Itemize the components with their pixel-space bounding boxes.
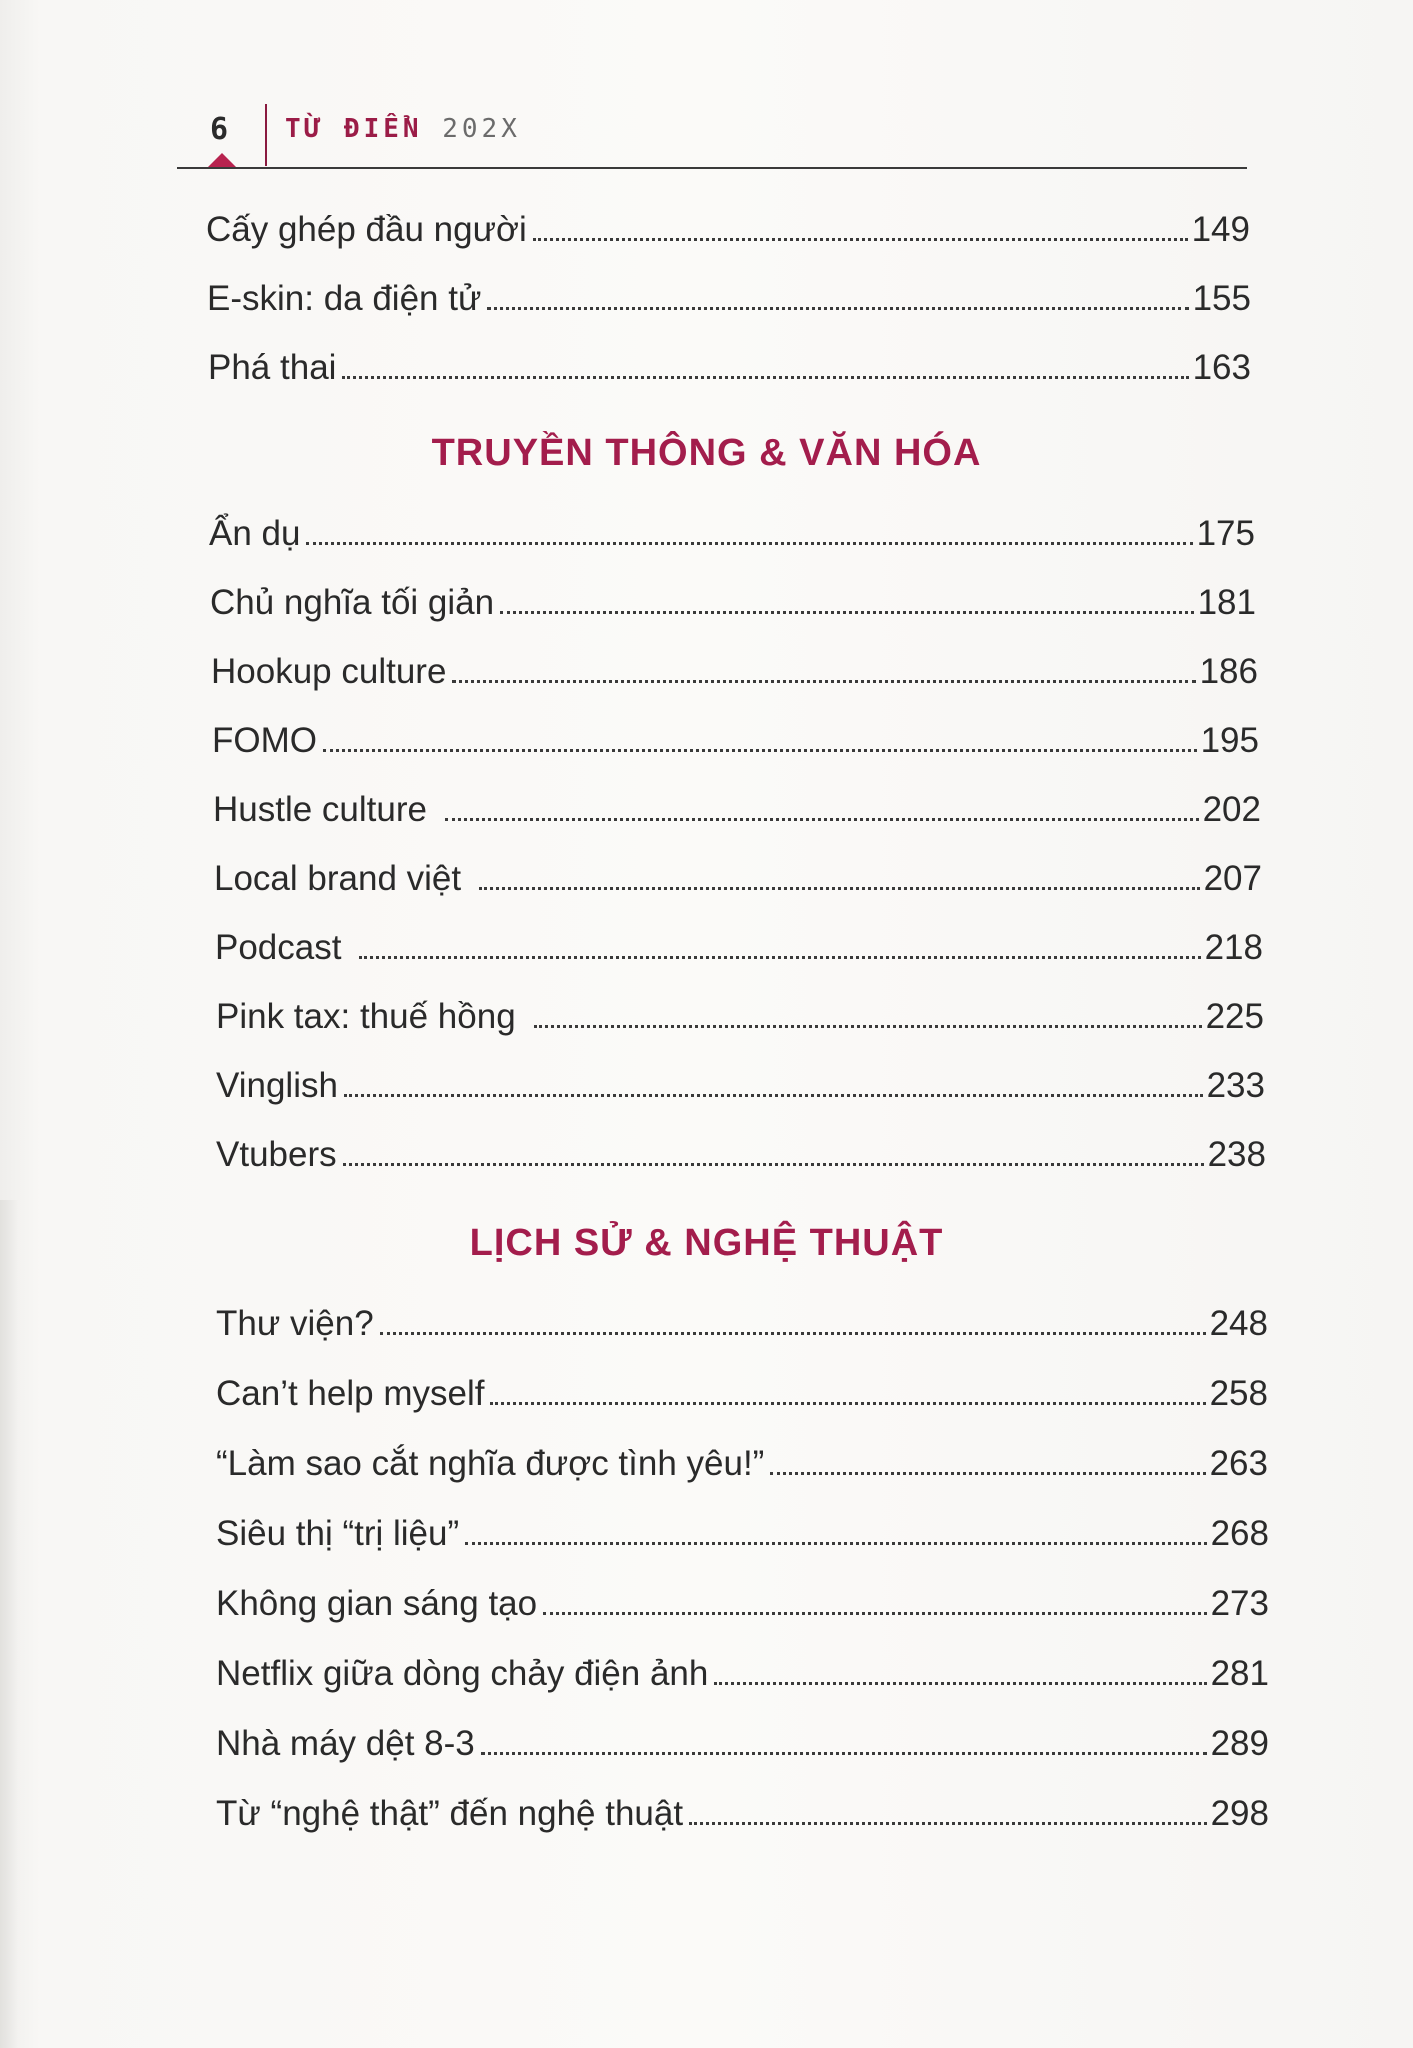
page-header bbox=[0, 0, 1413, 180]
toc-entry[interactable] bbox=[211, 646, 1258, 694]
toc-entry[interactable] bbox=[209, 508, 1255, 556]
section-heading: LỊCH SỬ & NGHỆ THUẬT bbox=[469, 1222, 944, 1264]
toc-entry[interactable] bbox=[216, 1368, 1268, 1416]
toc-entry-title: Hustle culture bbox=[213, 790, 427, 829]
toc-entry-page: 181 bbox=[1197, 583, 1256, 622]
section-heading: TRUYỀN THÔNG & VĂN HÓA bbox=[431, 432, 982, 474]
toc-entry-page: 281 bbox=[1210, 1654, 1269, 1693]
toc-leader-dots bbox=[452, 680, 1195, 683]
toc-leader-dots bbox=[323, 749, 1197, 752]
toc-entry[interactable] bbox=[207, 273, 1251, 321]
toc-entry-page: 149 bbox=[1191, 210, 1250, 249]
toc-entry-page: 155 bbox=[1192, 279, 1251, 318]
header-rule bbox=[177, 167, 1247, 169]
toc-entry[interactable] bbox=[216, 1648, 1269, 1696]
toc-leader-dots bbox=[487, 307, 1188, 310]
running-title-year: 202X bbox=[442, 114, 521, 144]
toc-entry[interactable] bbox=[216, 1298, 1268, 1346]
toc-entry-page: 233 bbox=[1206, 1066, 1265, 1105]
toc-entry-title: Vinglish bbox=[216, 1066, 338, 1105]
toc-entry-title: Thư viện? bbox=[216, 1304, 374, 1343]
toc-leader-dots bbox=[380, 1332, 1206, 1335]
toc-entry-title: Siêu thị “trị liệu” bbox=[216, 1514, 460, 1553]
running-title-main: TỪ ĐIỂN bbox=[285, 114, 423, 144]
toc-leader-dots bbox=[500, 611, 1193, 614]
toc-leader-dots bbox=[359, 956, 1200, 959]
toc-entry-title: Ẩn dụ bbox=[209, 514, 301, 553]
toc-entry[interactable] bbox=[212, 715, 1259, 763]
toc-entry-title: Không gian sáng tạo bbox=[216, 1584, 538, 1623]
toc-entry[interactable] bbox=[214, 853, 1262, 901]
toc-entry-page: 186 bbox=[1199, 652, 1258, 691]
toc-entry-page: 207 bbox=[1203, 859, 1262, 898]
toc-entry-title: Hookup culture bbox=[211, 652, 447, 691]
toc-entry-title: Từ “nghệ thật” đến nghệ thuật bbox=[216, 1794, 684, 1833]
toc-leader-dots bbox=[689, 1822, 1207, 1825]
toc-entry-page: 195 bbox=[1200, 721, 1259, 760]
toc-entry-title: FOMO bbox=[212, 721, 317, 760]
toc-entry[interactable] bbox=[216, 1060, 1265, 1108]
toc-entry[interactable] bbox=[216, 1578, 1269, 1626]
toc-entry-page: 175 bbox=[1196, 514, 1255, 553]
toc-entry[interactable] bbox=[216, 1718, 1269, 1766]
toc-entry-page: 225 bbox=[1205, 997, 1264, 1036]
toc-leader-dots bbox=[465, 1542, 1206, 1545]
toc-entry-title: E-skin: da điện tử bbox=[207, 279, 482, 318]
toc-leader-dots bbox=[534, 1025, 1202, 1028]
toc-leader-dots bbox=[714, 1682, 1206, 1685]
toc-entry-page: 202 bbox=[1202, 790, 1261, 829]
toc-entry-page: 263 bbox=[1209, 1444, 1268, 1483]
toc-entry[interactable] bbox=[208, 342, 1251, 390]
toc-entry-page: 258 bbox=[1209, 1374, 1268, 1413]
toc-entry-title: “Làm sao cắt nghĩa được tình yêu!” bbox=[216, 1444, 765, 1483]
toc-leader-dots bbox=[543, 1612, 1206, 1615]
toc-leader-dots bbox=[343, 1163, 1204, 1166]
toc-entry-title: Can’t help myself bbox=[216, 1374, 485, 1413]
toc-entry-page: 238 bbox=[1207, 1135, 1266, 1174]
toc-entry[interactable] bbox=[215, 922, 1263, 970]
toc-entry-page: 268 bbox=[1210, 1514, 1269, 1553]
toc-entry-title: Netflix giữa dòng chảy điện ảnh bbox=[216, 1654, 709, 1693]
toc-entry[interactable] bbox=[213, 784, 1261, 832]
toc-entry-title: Pink tax: thuế hồng bbox=[216, 997, 516, 1036]
toc-entry-page: 289 bbox=[1210, 1724, 1269, 1763]
toc-entry[interactable] bbox=[210, 577, 1256, 625]
toc-entry-title: Podcast bbox=[215, 928, 342, 967]
toc-leader-dots bbox=[481, 1752, 1207, 1755]
header-divider bbox=[265, 104, 267, 166]
toc-leader-dots bbox=[770, 1472, 1205, 1475]
toc-entry[interactable] bbox=[216, 1508, 1269, 1556]
toc-entry-title: Local brand việt bbox=[214, 859, 462, 898]
toc-entry-title: Chủ nghĩa tối giản bbox=[210, 583, 495, 622]
toc-entry-page: 163 bbox=[1192, 348, 1251, 387]
toc-entry-page: 218 bbox=[1204, 928, 1263, 967]
running-title bbox=[285, 114, 521, 144]
toc-entry-title: Vtubers bbox=[216, 1135, 337, 1174]
toc-entry[interactable] bbox=[216, 1788, 1269, 1836]
toc-entry[interactable] bbox=[216, 1129, 1266, 1177]
toc-leader-dots bbox=[445, 818, 1199, 821]
toc-leader-dots bbox=[344, 1094, 1203, 1097]
page-number-marker-icon bbox=[208, 153, 236, 167]
toc-leader-dots bbox=[479, 887, 1199, 890]
toc-entry-title: Phá thai bbox=[208, 348, 337, 387]
toc-leader-dots bbox=[490, 1402, 1205, 1405]
page-number: 6 bbox=[210, 112, 229, 147]
toc-entry-title: Nhà máy dệt 8-3 bbox=[216, 1724, 475, 1763]
toc-leader-dots bbox=[342, 376, 1188, 379]
toc-leader-dots bbox=[306, 542, 1192, 545]
toc-entry[interactable] bbox=[206, 204, 1250, 252]
toc-entry-page: 273 bbox=[1210, 1584, 1269, 1623]
toc-entry-title: Cấy ghép đầu người bbox=[206, 210, 527, 249]
toc-entry[interactable] bbox=[216, 991, 1264, 1039]
toc-entry[interactable] bbox=[216, 1438, 1268, 1486]
toc-entry-page: 298 bbox=[1210, 1794, 1269, 1833]
toc-leader-dots bbox=[533, 238, 1188, 241]
toc-entry-page: 248 bbox=[1209, 1304, 1268, 1343]
page-edge-shadow bbox=[0, 1200, 18, 2048]
